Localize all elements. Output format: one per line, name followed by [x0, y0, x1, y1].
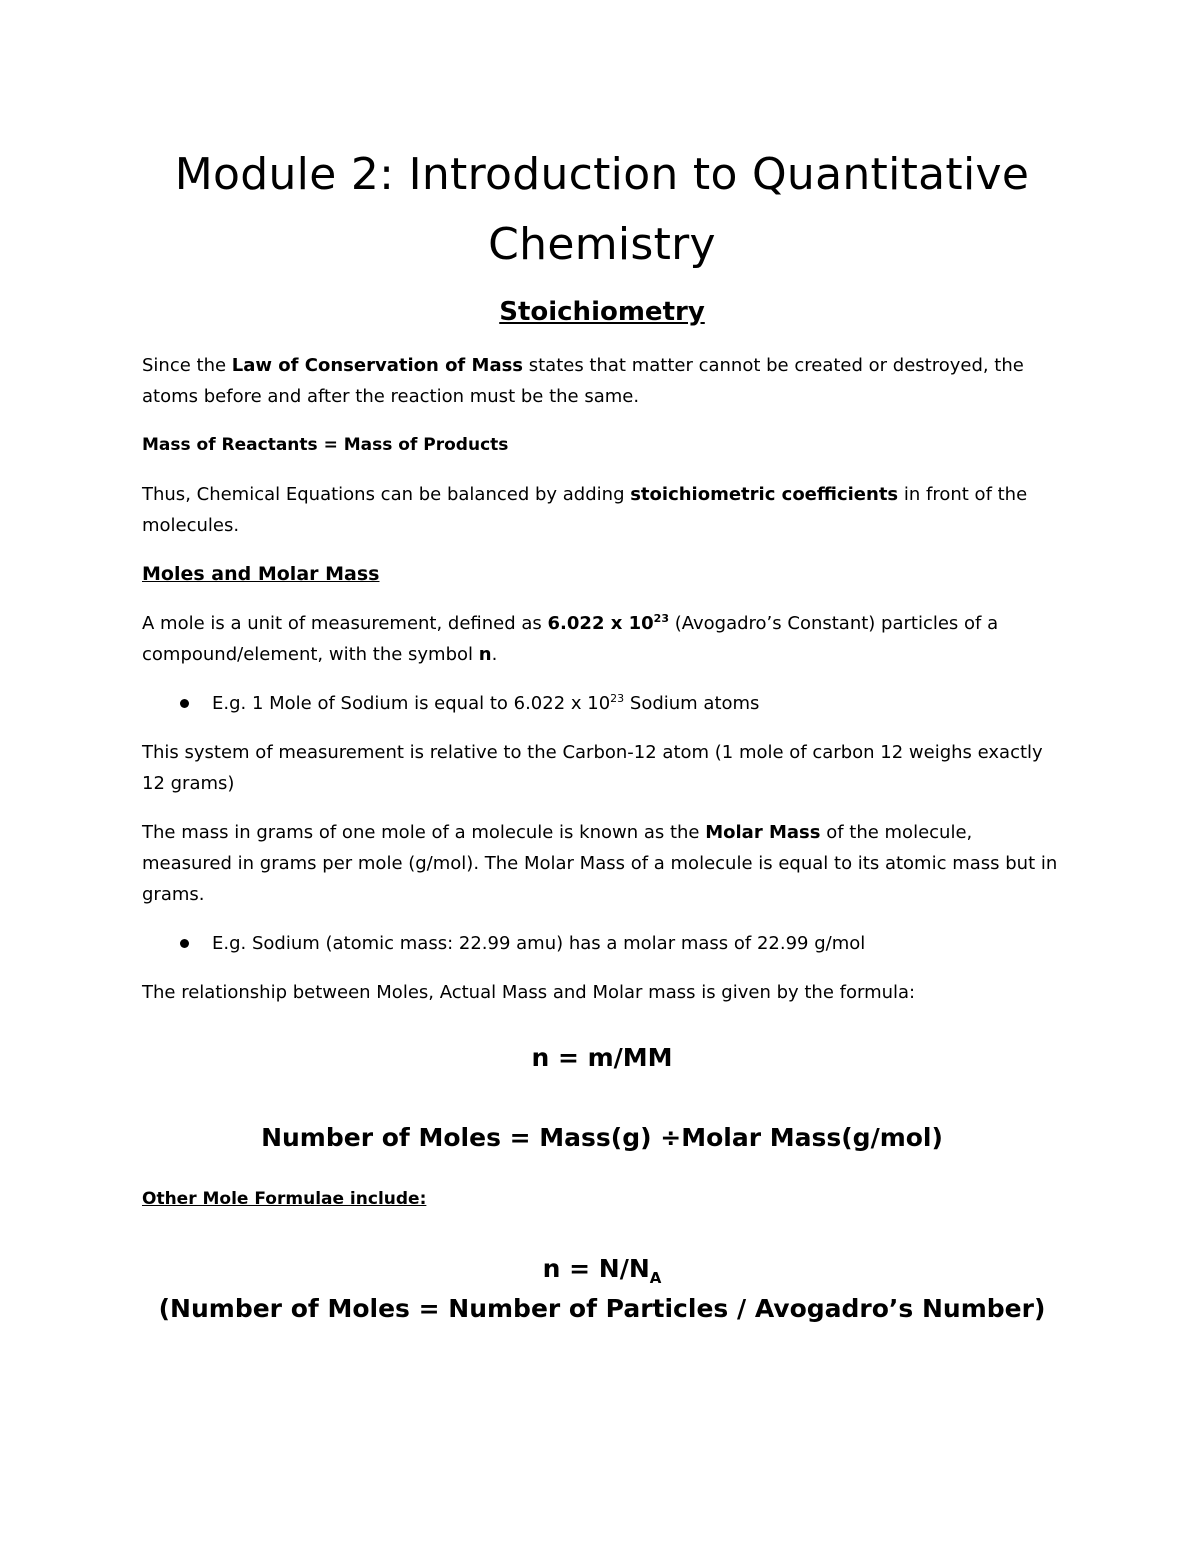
bold-term-stoichiometric-coefficients: stoichiometric coefficients — [630, 484, 899, 505]
bullet-list-molar-mass-example — [142, 928, 1062, 959]
list-item — [212, 928, 1062, 959]
formula-number-of-moles: Number of Moles = Mass(g) ÷Molar Mass(g/mol) — [261, 1123, 943, 1152]
subheading-other-mole-formulae: Other Mole Formulae include: — [142, 1189, 427, 1209]
text-span: E.g. Sodium (atomic mass: 22.99 amu) has a molar mass of 22.99 g/mol — [212, 933, 866, 954]
text-span: 6.022 x 10 — [547, 613, 654, 634]
text-span: of the molecule, measured in grams per mole (g/mol). The Molar Mass of a molecule is equal to its atomic mass but in grams. — [142, 822, 1058, 905]
paragraph-carbon-12: This system of measurement is relative to the Carbon-12 atom (1 mole of carbon 12 weighs exactly 12 grams) — [142, 742, 1043, 794]
text-span: in front of the molecules. — [142, 484, 1028, 536]
document-content — [142, 140, 1062, 1327]
bold-term-molar-mass: Molar Mass — [705, 822, 821, 843]
section-heading-stoichiometry: Stoichiometry — [499, 297, 705, 327]
mole-symbol: n — [478, 644, 492, 665]
avogadro-constant-value — [548, 613, 669, 634]
text-span: A mole is a unit of measurement, defined as — [142, 613, 548, 634]
text-span: E.g. 1 Mole of Sodium is equal to 6.022 x 10 — [212, 693, 611, 714]
list-item — [212, 688, 1062, 719]
exponent: 23 — [653, 612, 669, 625]
text-span: The mass in grams of one mole of a molecule is known as the — [142, 822, 706, 843]
bullet-icon — [180, 939, 189, 948]
bold-term-conservation-law: Law of Conservation of Mass — [231, 355, 524, 376]
text-span: n = N/N — [542, 1254, 650, 1283]
text-span: Thus, Chemical Equations can be balanced by adding — [142, 484, 631, 505]
bullet-icon — [180, 699, 189, 708]
paragraph-molar-mass — [142, 817, 1062, 910]
formula-n-equals-m-over-mm: n = m/MM — [531, 1043, 673, 1072]
mass-equation: Mass of Reactants = Mass of Products — [142, 435, 509, 455]
subscript: A — [649, 1269, 662, 1287]
text-span: . — [491, 644, 498, 665]
paragraph-conservation-of-mass — [142, 350, 1062, 412]
text-span: states that matter cannot be created or destroyed, the atoms before and after the reaction must be the same. — [142, 355, 1024, 407]
paragraph-balancing-equations — [142, 479, 1062, 541]
text-span: Since the — [142, 355, 232, 376]
text-span: Sodium atoms — [624, 693, 760, 714]
subheading-moles-and-molar-mass: Moles and Molar Mass — [142, 563, 380, 585]
text-span: (Avogadro’s Constant) particles of a compound/element, with the symbol — [142, 613, 999, 665]
paragraph-mole-definition — [142, 608, 1062, 670]
exponent: 23 — [610, 692, 625, 705]
formula-particles-explanation: (Number of Moles = Number of Particles / Avogadro’s Number) — [158, 1294, 1046, 1323]
title-line-1: Module 2: Introduction to Quantitative — [174, 149, 1030, 200]
bullet-list-mole-example — [142, 688, 1062, 719]
paragraph-relationship: The relationship between Moles, Actual Mass and Molar mass is given by the formula: — [142, 982, 916, 1003]
formula-n-equals-n-over-na — [142, 1251, 1062, 1287]
page-title — [142, 140, 1062, 280]
title-line-2: Chemistry — [488, 219, 716, 270]
